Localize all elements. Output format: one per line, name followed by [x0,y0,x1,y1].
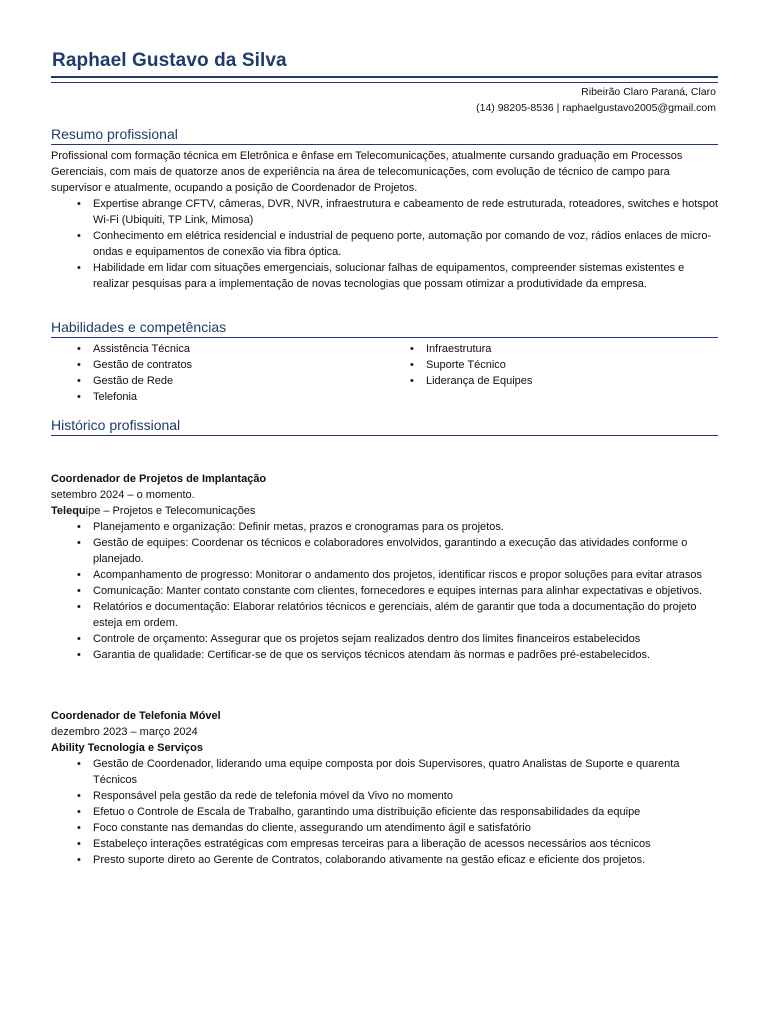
job-bullet: • Foco constante nas demandas do cliente, assegurando um atendimento ágil e satisfatório [51,820,721,836]
job-bullet: • Presto suporte direto ao Gerente de Contratos, colaborando ativamente na gestão eficaz e eficiente dos projetos. [51,852,721,868]
job-bullet: • Planejamento e organização: Definir metas, prazos e cronogramas para os projetos. [51,519,721,535]
skill-item: • Assistência Técnica [51,341,381,357]
summary-bullet: • Habilidade em lidar com situações emergenciais, solucionar falhas de equipamentos, compreender sistemas existentes e realizar pesquisas para a implementação de novas tecnologias que possam otimizar a produtividade da empresa. [51,260,721,292]
contact-phone-email: (14) 98205-8536 | raphaelgustavo2005@gmail.com [476,102,716,114]
job-bullet-list [51,756,721,868]
contact-location: Ribeirão Claro Paraná, Claro [581,86,716,98]
job-bullet: • Estabeleço interações estratégicas com empresas terceiras para a liberação de acessos necessários aos técnicos [51,836,721,852]
job-company [51,503,721,519]
job-company [51,740,721,756]
skill-item: • Gestão de Rede [51,373,381,389]
job-period: dezembro 2023 – março 2024 [51,726,198,738]
summary-section [51,148,721,292]
summary-bullet: • Expertise abrange CFTV, câmeras, DVR, NVR, infraestrutura e cabeamento de rede estruturada, roteadores, switches e hotspot Wi-Fi (Ubiquiti, TP Link, Mimosa) [51,196,721,228]
summary-bullet-list [51,196,721,292]
job-period: setembro 2024 – o momento. [51,489,195,501]
skills-section-title: Habilidades e competências [51,318,718,338]
skill-item: • Gestão de contratos [51,357,381,373]
summary-paragraph: Profissional com formação técnica em Eletrônica e ênfase em Telecomunicações, atualmente cursando graduação em Processos Gerenciais, com mais de quatorze anos de experiência na área de telecomunicações, com evolução de técnico de campo para supervisor e atualmente, ocupando a posição de Coordenador de Projetos. [51,150,683,194]
job-company-bold: Ability Tecnologia e Serviços [51,742,204,754]
job-entry [51,708,721,868]
job-company-bold: Telequ [51,505,86,517]
contact-block [476,84,716,116]
job-bullet: • Gestão de equipes: Coordenar os técnicos e colaboradores envolvidos, garantindo a execução das atividades conforme o planejado. [51,535,721,567]
summary-bullet: • Conhecimento em elétrica residencial e industrial de pequeno porte, automação por comando de voz, rádios enlaces de micro-ondas e equipamentos de conexão via fibra óptica. [51,228,721,260]
skills-column-1 [51,341,381,405]
skill-item: • Telefonia [51,389,381,405]
job-bullet: • Gestão de Coordenador, liderando uma equipe composta por dois Supervisores, quatro Analistas de Suporte e quarenta Técnicos [51,756,721,788]
header-divider [51,76,718,83]
job-entry [51,471,721,663]
skill-item: • Infraestrutura [384,341,714,357]
job-role: Coordenador de Projetos de Implantação [51,473,267,485]
job-bullet-list [51,519,721,663]
history-section-title: Histórico profissional [51,416,718,436]
job-bullet: • Acompanhamento de progresso: Monitorar o andamento dos projetos, identificar riscos e propor soluções para evitar atrasos [51,567,721,583]
job-bullet: • Efetuo o Controle de Escala de Trabalho, garantindo uma distribuição eficiente das responsabilidades da equipe [51,804,721,820]
job-bullet: • Garantia de qualidade: Certificar-se de que os serviços técnicos atendam às normas e padrões pré-estabelecidos. [51,647,721,663]
job-bullet: • Controle de orçamento: Assegurar que os projetos sejam realizados dentro dos limites financeiros estabelecidos [51,631,721,647]
candidate-name: Raphael Gustavo da Silva [52,50,287,71]
job-bullet: • Comunicação: Manter contato constante com clientes, fornecedores e equipes internas para alinhar expectativas e objetivos. [51,583,721,599]
skill-item: • Liderança de Equipes [384,373,714,389]
job-bullet: • Relatórios e documentação: Elaborar relatórios técnicos e gerenciais, além de garantir que toda a documentação do projeto esteja em ordem. [51,599,721,631]
job-bullet: • Responsável pela gestão da rede de telefonia móvel da Vivo no momento [51,788,721,804]
skills-column-2 [384,341,714,389]
job-company-rest: ipe – Projetos e Telecomunicações [85,505,256,517]
skill-item: • Suporte Técnico [384,357,714,373]
job-role: Coordenador de Telefonia Móvel [51,710,221,722]
summary-section-title: Resumo profissional [51,125,718,145]
